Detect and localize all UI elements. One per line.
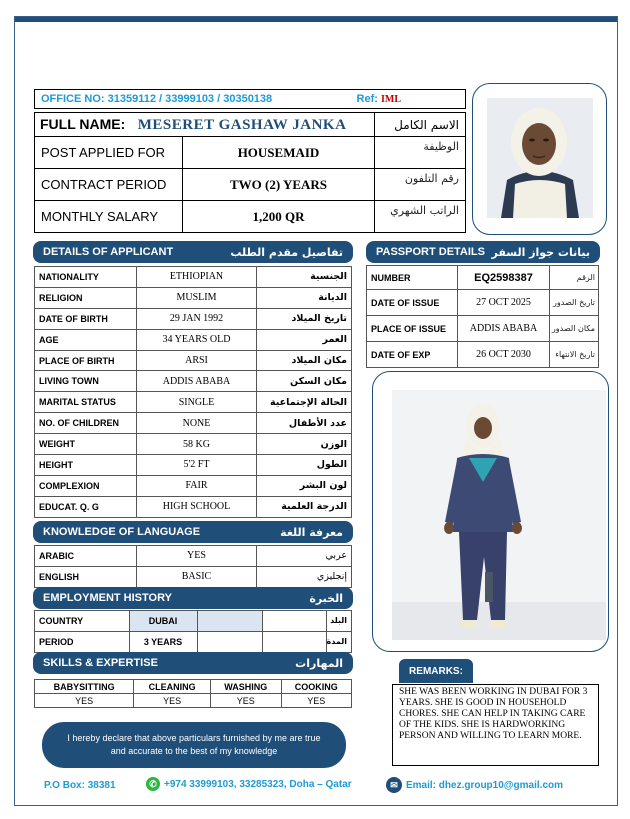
full-body-photo-frame	[372, 371, 609, 652]
language-section-header	[33, 521, 353, 543]
monthly-salary-arabic: الراتب الشهري	[375, 201, 466, 233]
table-row: EDUCAT. Q. G HIGH SCHOOL الدرجة العلمية	[35, 496, 352, 517]
language-table	[34, 545, 352, 588]
declaration: I hereby declare that above particulars furnished by me are true and accurate to the best of my knowledge	[42, 722, 346, 768]
full-body-photo	[373, 372, 608, 651]
passport-section-title: PASSPORT DETAILS	[376, 246, 485, 258]
post-applied-row	[35, 137, 466, 169]
table-row: NO. OF CHILDREN NONE عدد الأطفال	[35, 413, 352, 434]
post-applied-arabic: الوظيفة	[375, 137, 466, 169]
remarks-title: REMARKS:	[399, 659, 473, 683]
skills-section-header	[33, 652, 353, 674]
table-row: COUNTRY DUBAI البلد	[35, 611, 352, 632]
monthly-salary-row	[35, 201, 466, 233]
skills-section-title: SKILLS & EXPERTISE	[43, 657, 158, 669]
table-row: NUMBER EQ2598387 الرقم	[367, 266, 599, 290]
table-row: AGE 34 YEARS OLD العمر	[35, 329, 352, 350]
language-section-title: KNOWLEDGE OF LANGUAGE	[43, 526, 201, 538]
contract-period-arabic: رقم التلفون	[375, 169, 466, 201]
employment-section-title: EMPLOYMENT HISTORY	[43, 592, 172, 604]
table-row: WEIGHT 58 KG الوزن	[35, 434, 352, 455]
table-row: COMPLEXION FAIR لون البشر	[35, 475, 352, 496]
contract-period-value: TWO (2) YEARS	[183, 169, 375, 201]
applicant-section-title: DETAILS OF APPLICANT	[43, 246, 174, 258]
identity-table	[34, 112, 466, 233]
full-name-row	[35, 113, 466, 137]
passport-details-table	[366, 265, 599, 368]
skills-section-title-arabic: المهارات	[295, 656, 343, 670]
table-row: ENGLISH BASIC إنجليزي	[35, 566, 352, 587]
employment-section-header	[33, 587, 353, 609]
portrait-photo	[473, 84, 606, 234]
footer-email	[386, 777, 563, 793]
table-row: DATE OF ISSUE 27 OCT 2025 تاريخ الصدور	[367, 290, 599, 316]
email-icon: ✉	[386, 777, 402, 793]
skills-table	[34, 679, 352, 708]
passport-section-title-arabic: بيانات جواز السفر	[491, 245, 590, 259]
monthly-salary-value: 1,200 QR	[183, 201, 375, 233]
remarks-text: SHE WAS BEEN WORKING IN DUBAI FOR 3 YEARS. SHE IS GOOD IN HOUSEHOLD CHORES. SHE CAN HELP IN TAKING CARE OF THE KIDS. SHE IS HARDWORKING PERSON AND WILLING TO LEARN MORE.	[392, 684, 599, 766]
email-address[interactable]: Email: dhez.group10@gmail.com	[406, 779, 564, 791]
contract-period-row	[35, 169, 466, 201]
employment-section-title-arabic: الخبرة	[309, 591, 343, 605]
table-row: PLACE OF BIRTH ARSI مكان الميلاد	[35, 350, 352, 371]
table-row: YES YES YES YES	[35, 694, 352, 708]
reference: Ref: IML	[356, 93, 401, 105]
table-row: PLACE OF ISSUE ADDIS ABABA مكان الصدور	[367, 316, 599, 342]
full-name-label: FULL NAME:	[40, 115, 126, 132]
full-name-value: MESERET GASHAW JANKA	[137, 116, 347, 133]
post-applied-value: HOUSEMAID	[183, 137, 375, 169]
phone-numbers: +974 33999103, 33285323, Doha – Qatar	[164, 778, 352, 790]
table-row: DATE OF BIRTH 29 JAN 1992 تاريخ الميلاد	[35, 308, 352, 329]
employment-table	[34, 610, 352, 653]
applicant-section-header	[33, 241, 353, 263]
monthly-salary-label: MONTHLY SALARY	[35, 201, 183, 233]
passport-section-header	[366, 241, 600, 263]
office-numbers: OFFICE NO: 31359112 / 33999103 / 30350138	[41, 93, 273, 105]
footer-phone	[146, 777, 352, 791]
table-row: NATIONALITY ETHIOPIAN الجنسية	[35, 267, 352, 288]
table-row: BABYSITTING CLEANING WASHING COOKING	[35, 680, 352, 694]
contract-period-label: CONTRACT PERIOD	[35, 169, 183, 201]
portrait-photo-frame	[472, 83, 607, 235]
office-numbers-bar	[34, 89, 466, 109]
table-row: HEIGHT 5'2 FT الطول	[35, 455, 352, 476]
language-section-title-arabic: معرفة اللغة	[280, 525, 343, 539]
full-name-arabic: الاسم الكامل	[375, 113, 466, 137]
post-applied-label: POST APPLIED FOR	[35, 137, 183, 169]
po-box: P.O Box: 38381	[44, 780, 116, 791]
applicant-section-title-arabic: تفاصيل مقدم الطلب	[230, 245, 343, 259]
table-row: DATE OF EXP 26 OCT 2030 تاريخ الانتهاء	[367, 342, 599, 368]
table-row: RELIGION MUSLIM الديانة	[35, 287, 352, 308]
table-row: ARABIC YES عربي	[35, 546, 352, 567]
table-row: PERIOD 3 YEARS المدة	[35, 631, 352, 652]
applicant-details-table	[34, 266, 352, 518]
table-row: MARITAL STATUS SINGLE الحالة الإجتماعية	[35, 392, 352, 413]
whatsapp-icon: ✆	[146, 777, 160, 791]
table-row: LIVING TOWN ADDIS ABABA مكان السكن	[35, 371, 352, 392]
